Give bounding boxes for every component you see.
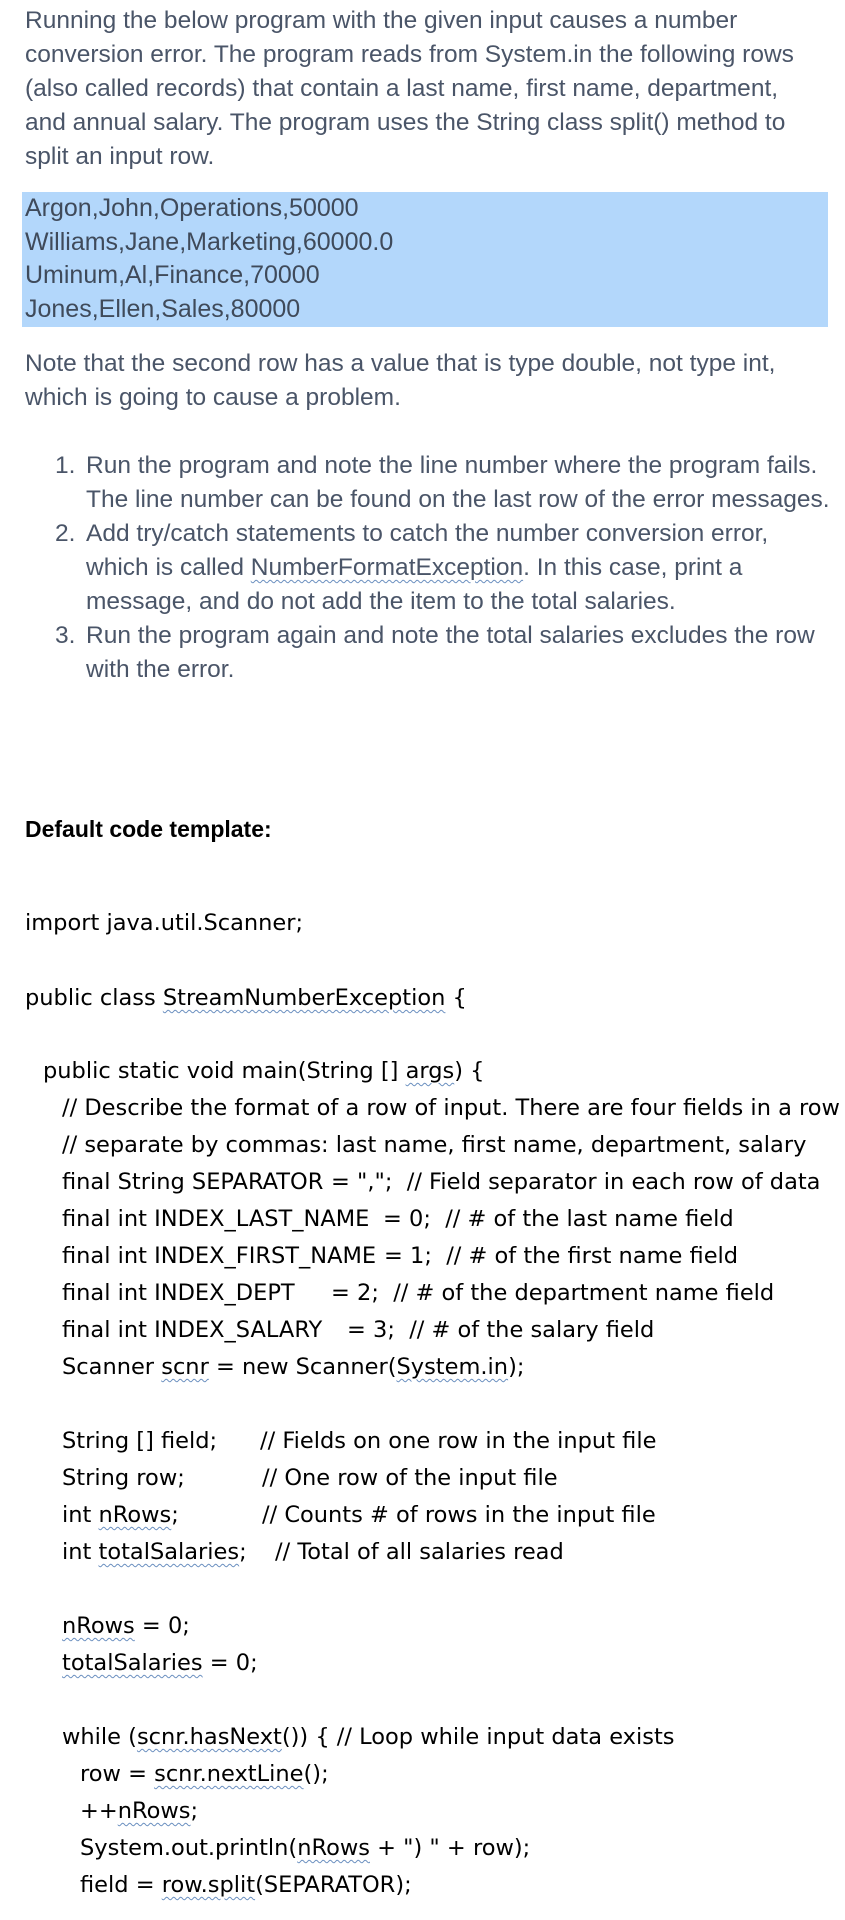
- code-line: final String SEPARATOR: [62, 1169, 324, 1195]
- code-line: System.out.println(nRows + ") " + row);: [80, 1835, 531, 1861]
- code-line: final int INDEX_SALARY: [62, 1317, 323, 1343]
- code-line: = 0; // # of the last name field: [383, 1206, 734, 1232]
- step-text: Run the program again and note the total salaries excludes the row with the error.: [86, 622, 815, 683]
- code-line: // One row of the input file: [262, 1465, 558, 1491]
- code-line: = 2; // # of the department name field: [331, 1280, 775, 1306]
- code-line: import java.util.Scanner;: [25, 910, 304, 936]
- code-line: int totalSalaries;: [62, 1539, 247, 1565]
- step-text-before: Add try/catch statements to catch the number conversion error, which is called: [86, 520, 769, 581]
- code-line: final int INDEX_LAST_NAME: [62, 1206, 370, 1232]
- code-line: totalSalaries = 0;: [62, 1650, 258, 1676]
- code-line: = 3; // # of the salary field: [347, 1317, 655, 1343]
- step-text-after: . In this case, print a message, and do not add the item to the total salaries.: [86, 554, 743, 615]
- step-number: 1.: [55, 452, 76, 479]
- step-text: [86, 517, 835, 619]
- list-item: [55, 517, 835, 619]
- code-line: row = scnr.nextLine();: [80, 1761, 329, 1787]
- list-item: [55, 449, 835, 517]
- code-line: ++nRows;: [80, 1798, 199, 1824]
- code-line: field = row.split(SEPARATOR);: [80, 1872, 412, 1898]
- input-row: Uminum,Al,Finance,70000: [25, 261, 320, 289]
- code-line: // Total of all salaries read: [275, 1539, 564, 1565]
- code-line: = 1; // # of the first name field: [384, 1243, 739, 1269]
- step-text: Run the program and note the line number where the program fails. The line number can be found on the last row of the error messages.: [86, 452, 830, 513]
- code-line: nRows = 0;: [62, 1613, 190, 1639]
- flagged-word: NumberFormatException: [250, 554, 524, 581]
- code-line: final int INDEX_FIRST_NAME: [62, 1243, 377, 1269]
- steps-list: [55, 449, 835, 687]
- code-template-heading: Default code template:: [25, 816, 272, 842]
- code-line: // Fields on one row in the input file: [260, 1428, 657, 1454]
- code-line: // Describe the format of a row of input. There are four fields in a row: [62, 1095, 840, 1121]
- intro-paragraph: [25, 4, 825, 174]
- code-line: = ","; // Field separator in each row of data: [331, 1169, 821, 1195]
- input-row: Jones,Ellen,Sales,80000: [25, 294, 301, 323]
- code-line: String [] field;: [62, 1428, 218, 1454]
- input-row: Argon,John,Operations,50000: [25, 194, 359, 222]
- intro-text: Running the below program with the given input causes a number conversion error. The program reads from System.in the following rows (also called records) that contain a last name, first name, department, and annual salary. The program uses the String class split() method to split an input row.: [25, 7, 794, 170]
- note-paragraph: Note that the second row has a value that is type double, not type int, which is going to cause a problem.: [25, 350, 776, 411]
- list-item: [55, 619, 835, 687]
- code-line: public class StreamNumberException {: [25, 985, 467, 1011]
- code-line: final int INDEX_DEPT: [62, 1280, 295, 1306]
- step-number: 2.: [55, 520, 76, 547]
- code-line: Scanner scnr = new Scanner(System.in);: [62, 1354, 525, 1380]
- code-line: String row;: [62, 1465, 185, 1491]
- code-line: // Counts # of rows in the input file: [262, 1502, 656, 1528]
- input-data-highlight: [22, 192, 828, 327]
- code-line: // separate by commas: last name, first name, department, salary: [62, 1132, 807, 1158]
- input-row: Williams,Jane,Marketing,60000.0: [25, 227, 394, 256]
- code-line: while (scnr.hasNext()) { // Loop while input data exists: [62, 1724, 675, 1750]
- code-line: int nRows;: [62, 1502, 179, 1528]
- code-line: public static void main(String [] args) {: [43, 1058, 485, 1084]
- step-number: 3.: [55, 622, 76, 649]
